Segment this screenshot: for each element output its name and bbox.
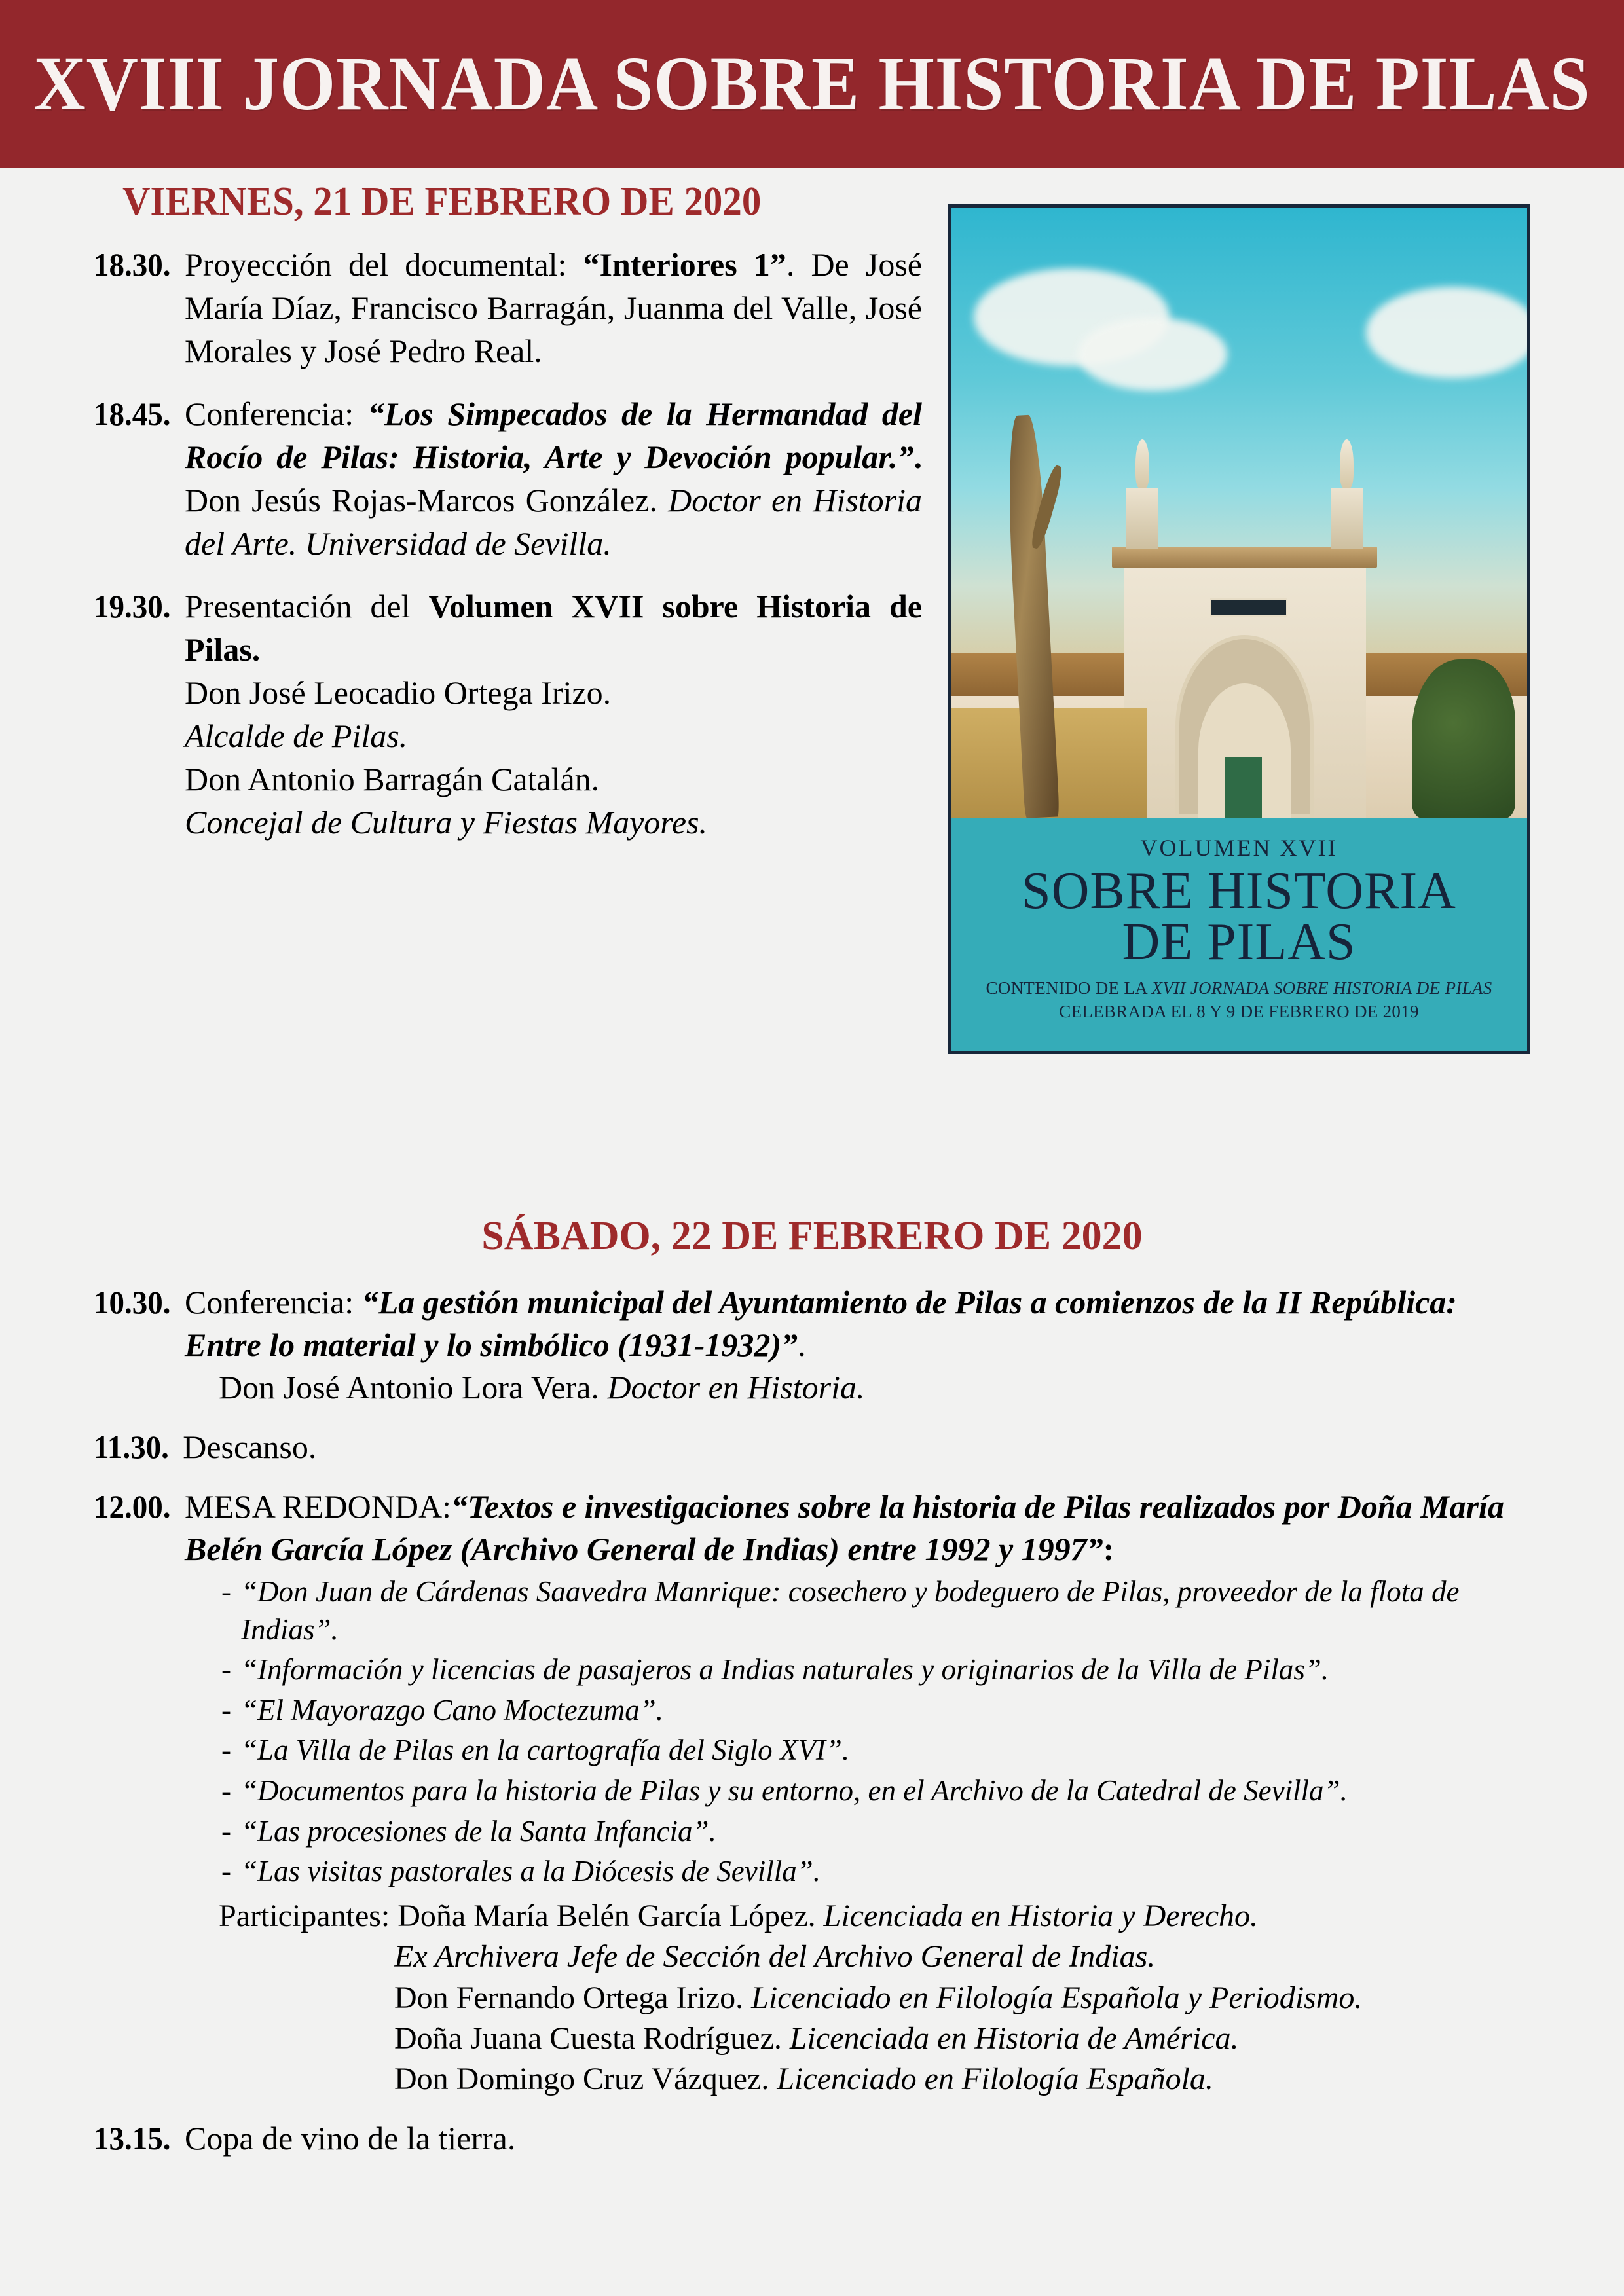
gate-cornice [1112,547,1377,568]
schedule-entry-1130 [0,1426,1624,1468]
list-item: - “Las visitas pastorales a la Diócesis de Sevilla”. [219,1853,1540,1891]
presenter-2 [185,757,922,844]
entry-title-suffix: . [798,1326,806,1364]
schedule-entry-1845 [94,392,922,565]
entry-time: 10.30. [94,1284,171,1321]
entry-title: “La gestión municipal del Ayuntamiento de Pilas a comienzos de la II República: Entre lo material y lo simbólico (1931-1932)” [185,1284,1457,1364]
participant-name: Don Fernando Ortega Irizo. [394,1980,752,2015]
entry-affiliation: Doctor en Historia. [607,1369,865,1406]
entry-lead: Proyección del documental: [185,246,583,283]
entry-body [185,1485,1540,2100]
presenter-name: Don José Leocadio Ortega Irizo. [185,674,612,712]
saturday-heading: SÁBADO, 22 DE FEBRERO DE 2020 [481,1214,1143,1258]
entry-detail: De José María Díaz, Francisco Barragán, Juanma del Valle, José Morales y José Pedro Real. [185,246,922,370]
entry-body [185,1281,1540,1409]
participant-role-extra: Ex Archivera Jefe de Sección del Archivo General de Indias. [394,1939,1156,1975]
entry-lead: Presentación del [185,588,429,625]
list-item: - “El Mayorazgo Cano Moctezuma”. [219,1692,1540,1730]
list-item: - “La Villa de Pilas en la cartografía del Siglo XVI”. [219,1732,1540,1770]
entry-lead: Conferencia: [185,395,368,433]
cover-title-band [951,818,1527,1051]
saturday-section [0,1215,1624,2160]
entry-body: Descanso. [183,1429,317,1466]
page-body [0,168,1624,2296]
saturday-heading-wrap [0,1215,1624,1258]
cover-subtitle-line-1 [957,978,1521,998]
entry-title: “Textos e investigaciones sobre la historia de Pilas realizados por Doña María Belén García López (Archivo General de Indias) entre 1992 y 1997” [185,1488,1504,1568]
olive-bush [1412,659,1515,818]
participant-role: Licenciada en Historia de América. [789,2021,1239,2056]
participant-role: Licenciada en Historia y Derecho. [823,1898,1259,1933]
participant-row [219,1978,1540,2018]
entry-speaker: Don José Antonio Lora Vera. [219,1369,608,1406]
gate-pillar-left [1126,488,1158,549]
schedule-entry-1200 [0,1485,1624,2100]
participant-row [219,2059,1540,2100]
entry-affiliation: Doctor en Historia del Arte. Universidad de Sevilla. [185,482,923,562]
gate-finial-left [1135,439,1149,488]
entry-time: 18.45. [94,395,171,433]
participant-row [219,1896,1540,1937]
entry-body [185,392,922,565]
list-item: - “Las procesiones de la Santa Infancia”. [219,1813,1540,1851]
entry-time: 18.30. [94,246,171,283]
saturday-entries [0,1281,1624,2160]
cloud-shape [1366,287,1527,378]
participants-block [185,1896,1540,2100]
cover-volume-label: VOLUMEN XVII [1140,834,1338,861]
entry-title-suffix: . [913,439,922,476]
schedule-entry-1030 [0,1281,1624,1409]
hacienda-name-plaque [1210,598,1287,617]
entry-title-suffix: . [786,246,795,283]
entry-lead: MESA REDONDA: [185,1488,451,1525]
cover-subtitle-italic: XVII JORNADA SOBRE HISTORIA DE PILAS [1151,978,1492,998]
cover-title-line-1: SOBRE HISTORIA [1022,862,1456,920]
header-banner [0,0,1624,168]
gate-finial-right [1340,439,1354,488]
list-item: - “Documentos para la historia de Pilas y su entorno, en el Archivo de la Catedral de Sevilla”. [219,1772,1540,1810]
participant-name: Doña María Belén García López. [397,1898,824,1933]
entry-title-suffix: : [1103,1531,1115,1568]
cover-title-line-2: DE PILAS [1122,913,1356,971]
gate-pillar-right [1331,488,1363,549]
presenter-name: Don Antonio Barragán Catalán. [185,761,600,798]
entry-time: 12.00. [94,1488,171,1525]
cloud-shape [1078,318,1228,391]
schedule-entry-1930 [94,585,922,844]
entry-body [185,585,922,844]
participant-name: Doña Juana Cuesta Rodríguez. [394,2021,790,2056]
participants-label: Participantes: [219,1898,398,1933]
participant-row [219,1937,1540,1977]
cover-photograph [951,208,1527,818]
entry-title: Volumen XVII sobre Historia de Pilas. [185,588,922,668]
page-title: XVIII JORNADA SOBRE HISTORIA DE PILAS [33,41,1591,126]
presenter-role: Concejal de Cultura y Fiestas Mayores. [185,804,708,841]
cover-subtitle-prefix: CONTENIDO DE LA [986,978,1152,998]
book-cover-image [948,204,1530,1054]
schedule-entry-1830 [94,243,922,373]
talks-list [185,1573,1540,1891]
entry-lead: Conferencia: [185,1284,362,1321]
participant-role: Licenciado en Filología Española. [777,2062,1213,2097]
participant-role: Licenciado en Filología Española y Periodismo. [751,1980,1363,2015]
presenter-role: Alcalde de Pilas. [185,718,408,755]
entry-time: 13.15. [94,2119,171,2157]
entry-speaker-line [185,1366,1540,1409]
presenter-1 [185,671,922,757]
cover-subtitle-line-2: CELEBRADA EL 8 Y 9 DE FEBRERO DE 2019 [1059,1002,1419,1022]
entry-speaker: Don Jesús Rojas-Marcos González. [185,482,669,519]
entry-title: “Los Simpecados de la Hermandad del Rocío de Pilas: Historia, Arte y Devoción popular.” [185,395,923,476]
entry-body [185,243,922,373]
schedule-entry-1315 [0,2117,1624,2160]
list-item: - “Información y licencias de pasajeros a Indias naturales y originarios de la Villa de Pilas”. [219,1651,1540,1689]
entry-title: “Interiores 1” [583,246,786,283]
friday-section [94,181,922,844]
entry-time: 19.30. [94,588,171,625]
friday-heading: VIERNES, 21 DE FEBRERO DE 2020 [122,179,762,224]
green-door [1225,757,1262,818]
entry-time: 11.30. [94,1429,169,1466]
list-item: - “Don Juan de Cárdenas Saavedra Manrique: cosechero y bodeguero de Pilas, proveedor de la flota de Indias”. [219,1573,1540,1649]
participant-row [219,2018,1540,2059]
participant-name: Don Domingo Cruz Vázquez. [394,2062,777,2097]
entry-body: Copa de vino de la tierra. [185,2119,516,2157]
